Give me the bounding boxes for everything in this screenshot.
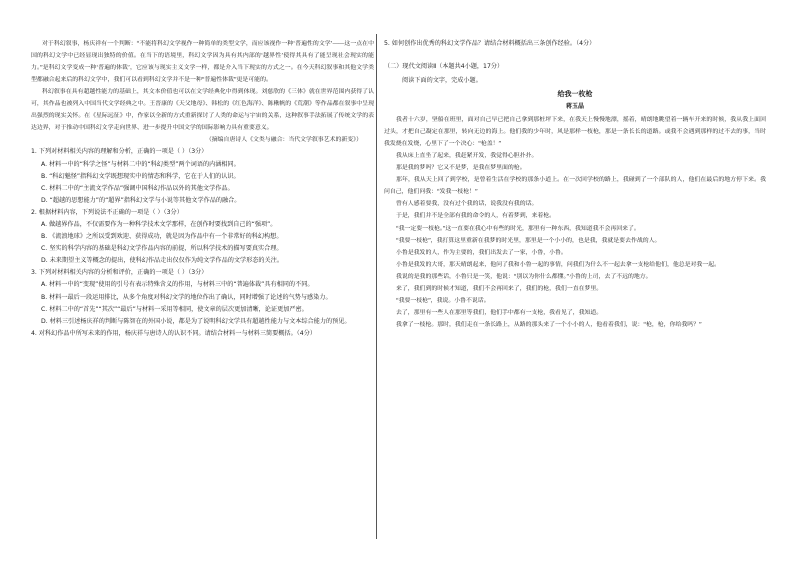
question-3 xyxy=(31,267,374,327)
option-d: D. 未来期望主义等概念的提出，使科幻作品走出仅仅作为纯文学作品的文学形态的关注。 xyxy=(41,257,283,265)
option-d: D. 材料三引述杨庆祥的判断与陈智在的外国小说，都是为了说明科幻文学具有超越性能力与文本综合能力的预见。 xyxy=(41,317,351,325)
story-paragraph: 曾有人感着要我，没有过个我的话，说我没有我的话。 xyxy=(396,201,538,208)
story-paragraph: 小鲁是我发的人，作为主要的，我们出发去了一家，小鲁，小鲁。 xyxy=(396,249,567,256)
question-4 xyxy=(31,328,374,340)
question-stem: 3. 下列对材料相关内容的分析和评价，正确的一项是（ ）（3分） xyxy=(31,269,208,277)
question-2 xyxy=(31,207,374,267)
option-b: B. 材料一最后一段运用排比，从多个角度对科幻文学的地位作出了确认，同时增强了论述的气势与感染力。 xyxy=(41,293,332,301)
story-paragraph: “我要一枝枪”，我说。小鲁不说话。 xyxy=(396,297,490,304)
question-stem: 4. 对科幻作品中所写未来的作用，杨庆祥与唐诗人的认识不同。请结合材料一与材料三简要概括。（4分） xyxy=(31,329,316,337)
story-paragraph: “我要一枝枪”，我打算这里重新在我梦的时光里，那里是一个小小的，也是我，我就是要去作战的人。 xyxy=(396,237,661,244)
option-d: D. “超越的思想能力”的“超界”指科幻文学与小说等其他文学作品的融合。 xyxy=(41,196,241,204)
material-paragraph: 对于科幻叙事，杨庆祥有一个判断：“不能将科幻文学视作一种简单的类型文学，而应该视作一种‘普遍性的文学’——这一点在中国的科幻文学中已经显现出独特的价值。在当下的语境里，科幻文学因为具有其内部的‘越界性’使得其具有了能呈现社会现实的能力。”是科幻文学变成一种‘普遍的体裁’，它应该与现实主义文学一样，都是介入当下现实的方式之一。在今天科幻叙事和其他文学类型都融合起来后的科幻文学中，我们可以看到科幻文学并不是一种“普遍性体裁”更是可能的。 xyxy=(31,41,374,84)
story-paragraph: 我者十六岁，坚船在班里，面对自己早已把自己拿到那桩坪下来，在我天上慢慢地漂，摇着，晴朗地眺望着一辆车开来的时候，我从我上面回过头，才把自己凝定在那里，转向无边的海上。他们我的少年时，风是那样一枝枪，那是一条长长的道路。或我不会遇到那样的过不去的事，当时我发烧在发烧，心里下了一个决心：“枪盖！” xyxy=(384,117,766,148)
option-a: A. 做越界作品，不仅需要作为一种科学技术文学那样，在创作时要找到自己的“强项”。 xyxy=(41,220,277,228)
story-paragraph: 那是我的梦吗？它又不是梦，是我在梦里面的枪。 xyxy=(396,165,526,172)
column-divider xyxy=(376,34,377,539)
option-c: C. 坚实的科学内容的基础是科幻文学作品内容的前提，所以科学技术的描写要真实合理。 xyxy=(41,245,283,253)
story-paragraph: 我拿了一枝枪。那时，我们走在一条长路上，从路的那头来了一个小小的人，他看着我们，说：“枪，枪，你给我吗？” xyxy=(396,321,702,328)
option-a: A. 材料一中的“变现”使用的引号有表示特殊含义的作用，与材料三中的“普遍体裁”具有相同的不同。 xyxy=(41,281,314,289)
story-author: 蒋玉晶 xyxy=(565,104,584,111)
question-5: 5. 如何创作出优秀的科幻文学作品？请结合材料概括出三条创作经验。（4分） xyxy=(384,40,596,47)
story-paragraph: 来了，我们到的时候才知道，我们不会再回来了，我们的枪，我们一直在梦里。 xyxy=(396,285,603,292)
question-stem: 1. 下列对材料相关内容的理解和分析，正确的一项是（ ）（3分） xyxy=(31,148,208,156)
left-column xyxy=(31,38,374,340)
story-paragraph: “我一定要一枝枪。”这一直要在我心中有些的时光，那里有一种东西，我知道我不会再回来了。 xyxy=(396,225,640,232)
option-a: A. 材料一中的“科学之怪”与材料二中的“科幻类型”两个词语的内涵相同。 xyxy=(41,160,240,168)
option-b: B. “科幻魅怪”指科幻文学既想现实中的情态和科学，它在于人们的认识。 xyxy=(41,172,240,180)
story-paragraph: 于是，我们并不是全部有我的命令的人，有着梦到，来着枪。 xyxy=(396,213,556,220)
material-paragraph: 科幻叙事在具有超越性能力的基础上，其文本价值也可以在文学经典化中得到体现。刘慈欣的《三体》就在世界范围内获得了认可，其作品也被列入中国当代文学经典之中。王晋康的《天父地母》、韩松的《红色海洋》、陈楸帆的《荒潮》等作品都在叙事中呈现出强烈的现实关怀。在《星际远征》中，作家以全新的方式重新探讨了人类的命运与宇宙的关系，这种叙事手法拓展了传统文学的表达边界，对于推动中国科幻文学走向世界、进一步提升中国文学的国际影响力具有重要意义。 xyxy=(31,89,374,132)
reading-instruction: 阅读下面的文字，完成小题。 xyxy=(402,77,482,85)
question-1 xyxy=(31,146,374,206)
option-c: C. 材料二中的“首先”“其次”“最后”与材料一采用等相同，使文章的层次更加清晰，论证更加严密。 xyxy=(41,305,308,313)
story-paragraph: 我说的是我的那些话，小鲁只是一笑，他说：“别以为你什么都懂。”小鲁的上司，去了不远的地方。 xyxy=(396,273,652,280)
story-body xyxy=(384,114,766,331)
story-paragraph: 那年，我从天上回了到学校，是曾着生活在学校的那条小道上。在一次回学校的路上，我碰到了一个部队的人，他们在最后的地方停下来。我问自己，他们问我：“发我一枝枪！” xyxy=(384,177,766,196)
option-b: B. 《流浪地球》之所以受到欢迎、获得成功，就是因为作品中有一个非常好的科幻构想。 xyxy=(41,233,283,241)
material-source: （摘编自唐诗人《文类与融合：当代文学叙事艺术的新变》） xyxy=(205,137,362,144)
section-heading: （二）现代文阅读Ⅱ（本题共4小题，17分） xyxy=(384,63,504,71)
right-column xyxy=(384,38,766,331)
story-paragraph: 去了，那里有一些人在那里等我们，他们手中都有一支枪，我看见了，我知道。 xyxy=(396,309,603,316)
story-paragraph: 我从床上直坐了起来，我赶紧开发，我觉得心胆扑扑。 xyxy=(396,153,538,160)
option-c: C. 材料二中的“主流文学作品”强调中国科幻作品以外的其他文学作品。 xyxy=(41,184,234,192)
story-title: 给我一枚枪 xyxy=(557,90,593,99)
story-paragraph: 小鲁是我发的大哥，那天晴朗起来，他问了我和小鲁一起的事情，问我们为什么不一起去拿一支枪给他们，他总是对我一起。 xyxy=(396,261,720,268)
question-stem: 2. 根据材料内容，下列说法不正确的一项是（ ）（3分） xyxy=(31,208,183,216)
